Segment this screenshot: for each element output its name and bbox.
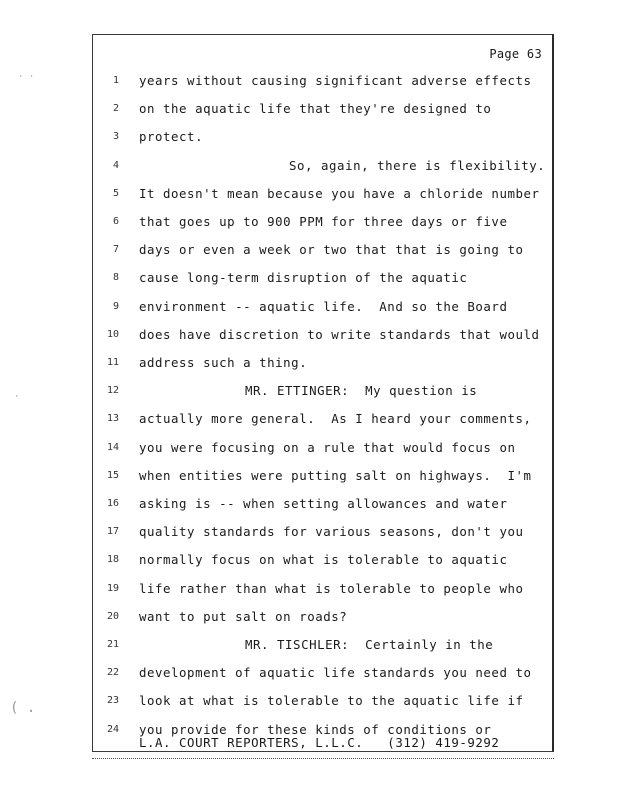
line-number: 3: [112, 131, 119, 143]
line-text: normally focus on what is tolerable to aquatic: [139, 552, 508, 568]
line-text: look at what is tolerable to the aquatic life if: [139, 693, 524, 709]
line-text: It doesn't mean because you have a chloride number: [139, 185, 540, 201]
transcript-line: [93, 609, 552, 629]
line-number: 14: [106, 441, 119, 453]
line-number: 1: [112, 75, 119, 86]
transcript-line: [93, 270, 552, 290]
line-number: 24: [106, 723, 119, 735]
line-number: 21: [106, 639, 119, 650]
line-text: when entities were putting salt on highways. I'm: [139, 467, 532, 483]
scan-speck: ( .: [10, 700, 36, 716]
line-number: 18: [106, 554, 119, 566]
line-text: development of aquatic life standards you need to: [139, 665, 532, 681]
transcript-line: [93, 214, 552, 234]
line-number: 17: [106, 526, 119, 538]
page-number: Page 63: [489, 47, 542, 61]
line-number: 9: [112, 300, 119, 312]
line-number: 8: [112, 272, 119, 284]
line-text: MR. ETTINGER: My question is: [245, 383, 478, 399]
line-text: protect.: [139, 129, 204, 145]
line-text: MR. TISCHLER: Certainly in the: [245, 637, 494, 652]
line-text: you provide for these kinds of conditions or: [139, 721, 492, 737]
transcript-line: [93, 129, 552, 149]
line-number: 16: [106, 498, 119, 509]
line-text: days or even a week or two that that is going to: [139, 242, 524, 258]
transcript-line: [93, 468, 552, 488]
transcript-line: [93, 637, 552, 657]
line-number: 2: [112, 103, 119, 115]
line-text: address such a thing.: [139, 355, 308, 370]
line-number: 5: [112, 187, 119, 199]
line-text: that goes up to 900 PPM for three days or five: [139, 214, 508, 229]
line-number: 10: [106, 328, 119, 340]
transcript-page: [92, 34, 554, 752]
line-number: 4: [112, 159, 119, 171]
transcript-line: [93, 101, 552, 121]
line-number: 20: [106, 610, 119, 622]
line-number: 6: [112, 216, 119, 227]
line-text: So, again, there is flexibility.: [289, 157, 546, 173]
transcript-line: [93, 496, 552, 516]
transcript-line: [93, 158, 552, 178]
scan-speck: ·: [14, 392, 20, 402]
line-number: 15: [106, 469, 119, 481]
transcript-lines: [93, 35, 552, 751]
line-text: years without causing significant adverse effects: [139, 73, 532, 88]
line-number: 11: [106, 357, 119, 368]
transcript-line: [93, 355, 552, 375]
transcript-line: [93, 411, 552, 431]
line-text: does have discretion to write standards that would: [139, 326, 540, 342]
line-number: 7: [112, 244, 119, 256]
line-text: cause long-term disruption of the aquatic: [139, 270, 468, 286]
line-text: quality standards for various seasons, don't you: [139, 524, 524, 540]
transcript-line: [93, 440, 552, 460]
transcript-line: [93, 552, 552, 572]
transcript-line: [93, 186, 552, 206]
line-number: 22: [106, 667, 119, 679]
transcript-line: [93, 383, 552, 403]
line-text: you were focusing on a rule that would focus on: [139, 439, 516, 455]
line-text: life rather than what is tolerable to people who: [139, 580, 524, 596]
line-text: want to put salt on roads?: [139, 608, 348, 624]
transcript-line: [93, 73, 552, 93]
transcript-line: [93, 524, 552, 544]
scan-speck: · ·: [18, 72, 35, 82]
court-reporter-footer: L.A. COURT REPORTERS, L.L.C. (312) 419-9292: [139, 735, 500, 750]
line-text: on the aquatic life that they're designed to: [139, 101, 492, 117]
transcript-line: [93, 299, 552, 319]
transcript-line: [93, 581, 552, 601]
line-text: asking is -- when setting allowances and water: [139, 496, 508, 511]
transcript-line: [93, 693, 552, 713]
line-number: 19: [106, 582, 119, 594]
line-text: actually more general. As I heard your comments,: [139, 411, 532, 427]
transcript-line: [93, 665, 552, 685]
transcript-line: [93, 242, 552, 262]
transcript-line: [93, 327, 552, 347]
line-number: 23: [106, 695, 119, 707]
line-number: 13: [106, 413, 119, 425]
line-text: environment -- aquatic life. And so the Board: [139, 298, 508, 314]
line-number: 12: [106, 385, 119, 397]
